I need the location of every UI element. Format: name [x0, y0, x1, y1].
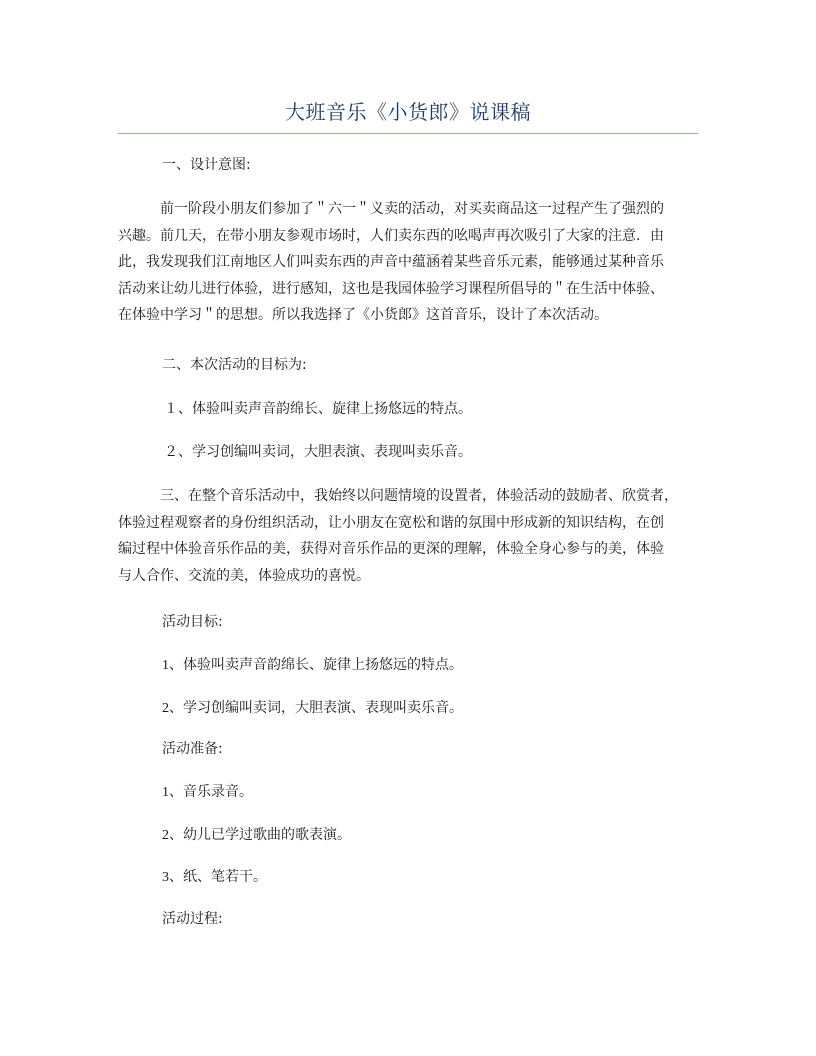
process-heading: 活动过程:	[162, 911, 223, 927]
paragraph-line: 前一阶段小朋友们参加了＂六一＂义卖的活动，对买卖商品这一过程产生了强烈的	[160, 201, 664, 217]
paragraph-line: 编过程中体验音乐作品的美，获得对音乐作品的更深的理解，体验全身心参与的美，体验	[118, 541, 664, 557]
goals-heading: 活动目标:	[162, 614, 223, 630]
item-text: 、体验叫卖声音韵绵长、旋律上扬悠远的特点。	[169, 657, 463, 673]
item-number: 2	[162, 828, 169, 843]
paragraph-line: 活动来让幼儿进行体验，进行感知，这也是我园体验学习课程所倡导的＂在生活中体验、	[118, 280, 664, 297]
paragraph-line: 此，我发现我们江南地区人们叫卖东西的声音中蕴涵着某些音乐元素，能够通过某种音乐	[118, 254, 664, 270]
preparation-item-2	[118, 822, 742, 850]
item-number: 1	[162, 658, 169, 673]
paragraph-line: 与人合作、交流的美，体验成功的喜悦。	[118, 567, 370, 584]
paragraph-line: 三、在整个音乐活动中，我始终以问题情境的设置者，体验活动的鼓励者、欣赏者，	[160, 488, 678, 504]
item-number: 1	[162, 785, 169, 800]
item-number: 2	[162, 701, 169, 716]
document-title: 大班音乐《小货郎》说课稿	[285, 100, 531, 124]
goals-item-2	[118, 695, 742, 723]
paragraph-line: 兴趣。前几天，在带小朋友参观市场时，人们卖东西的吆喝声再次吸引了大家的注意．由	[118, 227, 664, 244]
item-text: 、学习创编叫卖词，大胆表演、表现叫卖乐音。	[169, 700, 463, 716]
preparation-heading: 活动准备:	[162, 741, 223, 757]
paragraph-line: 体验过程观察者的身份组织活动，让小朋友在宽松和谐的氛围中形成新的知识结构，在创	[118, 514, 664, 531]
section2-item-1: １、体验叫卖声音韵绵长、旋律上扬悠远的特点。	[164, 401, 472, 417]
goals-item-1	[118, 652, 742, 680]
section1-paragraph	[118, 196, 698, 329]
section2-item-2: ２、学习创编叫卖词，大胆表演、表现叫卖乐音。	[164, 444, 472, 460]
item-text: 、幼儿已学过歌曲的歌表演。	[169, 827, 351, 843]
preparation-item-1	[118, 779, 742, 807]
section3-paragraph	[118, 483, 698, 589]
item-text: 、纸、笔若干。	[169, 869, 267, 885]
paragraph-line: 在体验中学习＂的思想。所以我选择了《小货郎》这首音乐，设计了本次活动。	[118, 307, 608, 323]
section1-heading: 一、设计意图:	[162, 157, 251, 173]
section2-heading: 二、本次活动的目标为:	[162, 357, 307, 373]
item-number: 3	[162, 870, 169, 885]
title-divider	[118, 133, 698, 134]
preparation-item-3	[118, 864, 742, 892]
item-text: 、音乐录音。	[169, 784, 253, 800]
